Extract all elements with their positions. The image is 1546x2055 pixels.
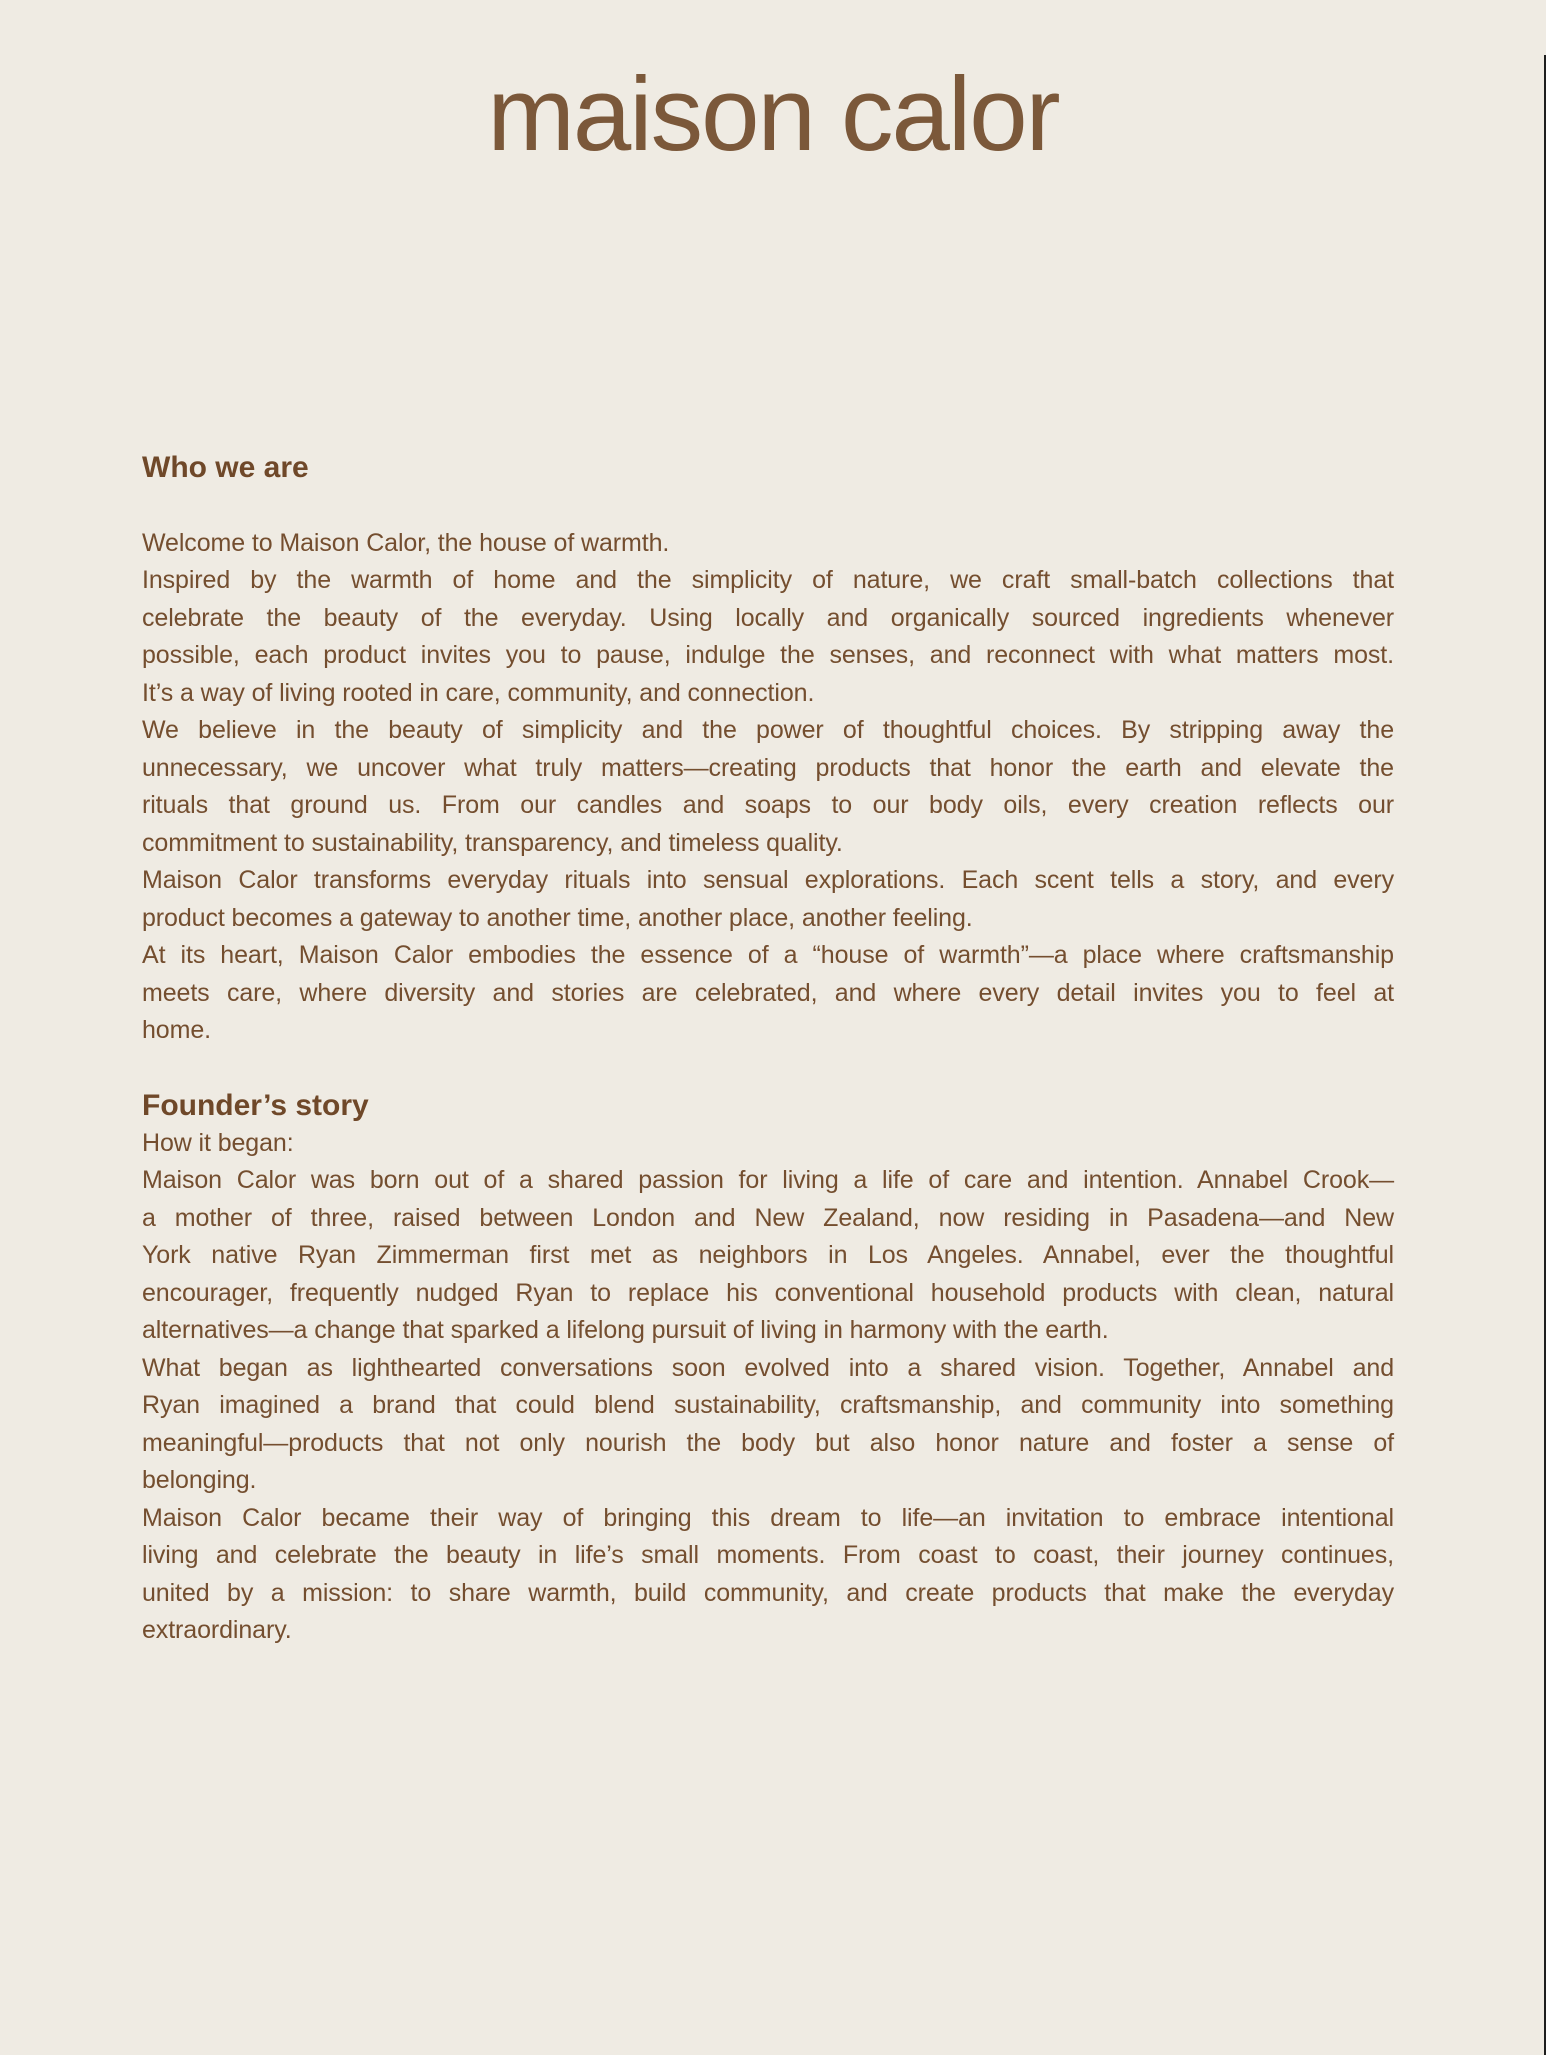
text-line: meaningful—products that not only nourish the body but also honor nature and foster a sense of bbox=[142, 1428, 1394, 1457]
text-line: extraordinary. bbox=[142, 1616, 292, 1644]
founders-story-paragraphs bbox=[142, 1125, 1394, 1650]
text-line: Welcome to Maison Calor, the house of warmth. bbox=[142, 528, 670, 557]
text-line: commitment to sustainability, transparency, and timeless quality. bbox=[142, 828, 843, 857]
text-line: Maison Calor was born out of a shared passion for living a life of care and intention. Annabel Crook— bbox=[142, 1166, 1394, 1194]
brand-logo: maison calor bbox=[487, 56, 1059, 173]
page-content bbox=[142, 449, 1394, 1650]
text-line: meets care, where diversity and stories are celebrated, and where every detail invites you to feel at bbox=[142, 978, 1394, 1007]
text-line: a mother of three, raised between London and New Zealand, now residing in Pasadena—and New bbox=[142, 1203, 1394, 1232]
paragraph bbox=[142, 712, 1394, 862]
text-line: possible, each product invites you to pause, indulge the senses, and reconnect with what matters most. bbox=[142, 641, 1394, 669]
text-line: York native Ryan Zimmerman first met as neighbors in Los Angeles. Annabel, ever the thoughtful bbox=[142, 1241, 1394, 1269]
text-line: encourager, frequently nudged Ryan to replace his conventional household products with clean, natural bbox=[142, 1278, 1394, 1307]
paragraph bbox=[142, 525, 1394, 563]
text-line: How it began: bbox=[142, 1128, 294, 1157]
text-line: united by a mission: to share warmth, build community, and create products that make the everyday bbox=[142, 1578, 1394, 1607]
paragraph bbox=[142, 1500, 1394, 1650]
text-line: We believe in the beauty of simplicity and the power of thoughtful choices. By stripping away the bbox=[142, 716, 1394, 744]
text-line: unnecessary, we uncover what truly matters—creating products that honor the earth and elevate the bbox=[142, 753, 1394, 782]
text-line: home. bbox=[142, 1016, 211, 1044]
text-line: At its heart, Maison Calor embodies the essence of a “house of warmth”—a place where craftsmanship bbox=[142, 941, 1394, 969]
text-line: Ryan imagined a brand that could blend sustainability, craftsmanship, and community into something bbox=[142, 1391, 1394, 1419]
text-line: celebrate the beauty of the everyday. Using locally and organically sourced ingredients whenever bbox=[142, 603, 1394, 632]
paragraph bbox=[142, 1350, 1394, 1500]
text-line: What began as lighthearted conversations soon evolved into a shared vision. Together, Annabel and bbox=[142, 1353, 1394, 1382]
text-line: rituals that ground us. From our candles and soaps to our body oils, every creation reflects our bbox=[142, 791, 1394, 819]
paragraph bbox=[142, 1162, 1394, 1350]
text-line: Inspired by the warmth of home and the simplicity of nature, we craft small-batch collections that bbox=[142, 566, 1394, 594]
about-page bbox=[0, 55, 1546, 2055]
founders-story-heading: Founder’s story bbox=[142, 1089, 369, 1122]
text-line: product becomes a gateway to another time, another place, another feeling. bbox=[142, 903, 973, 932]
text-line: alternatives—a change that sparked a lifelong pursuit of living in harmony with the earth. bbox=[142, 1316, 1109, 1344]
who-we-are-heading: Who we are bbox=[142, 451, 309, 484]
text-line: Maison Calor became their way of bringing this dream to life—an invitation to embrace intentional bbox=[142, 1503, 1394, 1532]
text-line: It’s a way of living rooted in care, community, and connection. bbox=[142, 678, 815, 707]
text-line: belonging. bbox=[142, 1466, 257, 1494]
paragraph bbox=[142, 1125, 1394, 1163]
who-we-are-paragraphs bbox=[142, 525, 1394, 1050]
text-line: living and celebrate the beauty in life’s small moments. From coast to coast, their journey continues, bbox=[142, 1541, 1394, 1569]
paragraph bbox=[142, 937, 1394, 1050]
paragraph bbox=[142, 562, 1394, 712]
paragraph bbox=[142, 862, 1394, 937]
text-line: Maison Calor transforms everyday rituals into sensual explorations. Each scent tells a story, and every bbox=[142, 866, 1394, 894]
